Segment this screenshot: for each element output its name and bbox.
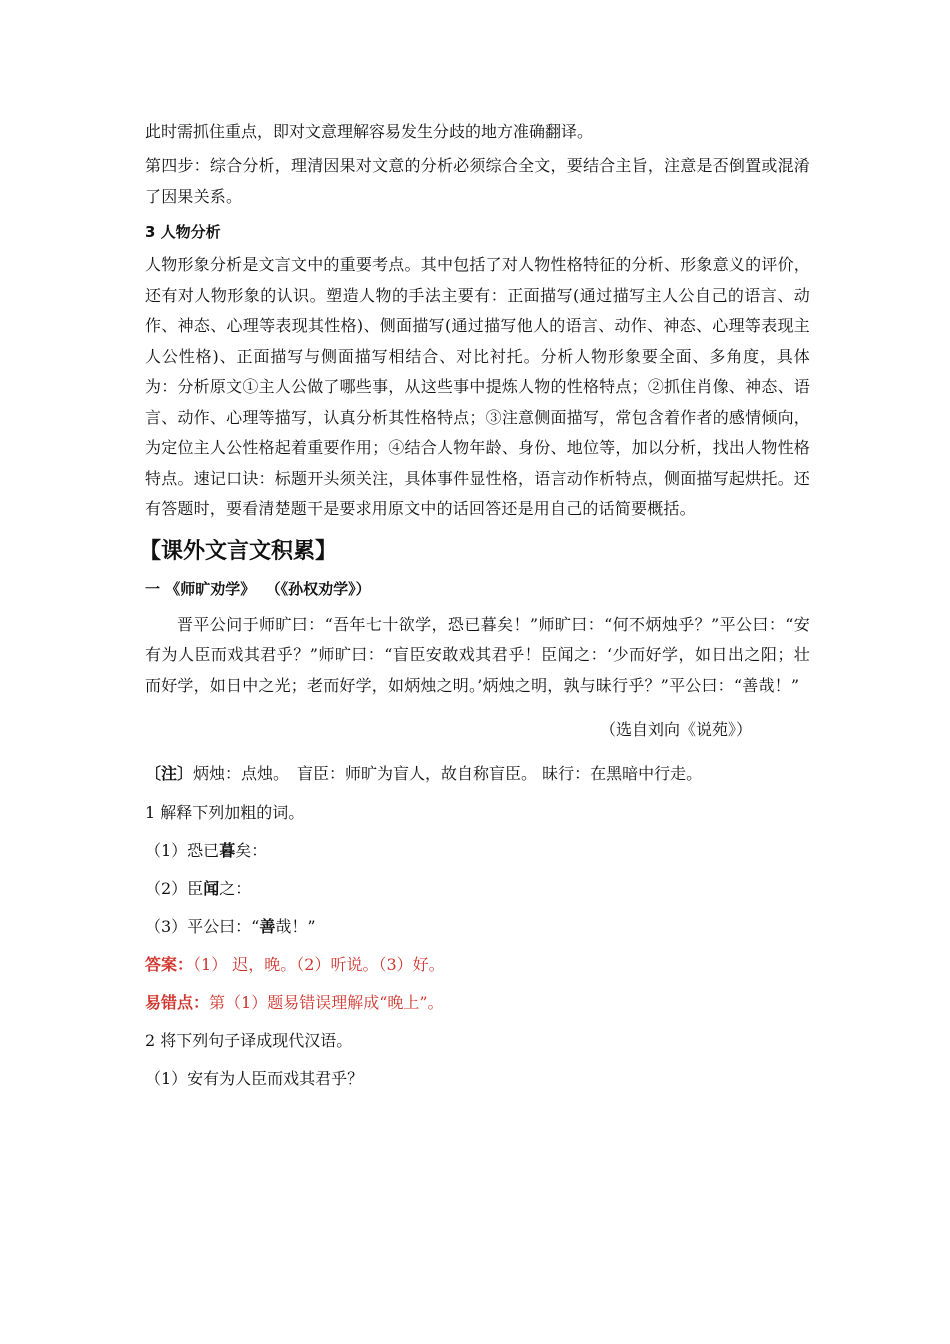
error-label: 易错点： (145, 993, 210, 1012)
question-one-item-1 (145, 837, 810, 864)
answer-text: （1） 迟，晚。（2）听说。（3）好。 (193, 955, 445, 974)
error-text: 第（1）题易错误理解成“晚上”。 (209, 993, 444, 1012)
item-text: 哉！” (275, 917, 316, 936)
item-text: （2）臣 (145, 879, 204, 898)
note-text: 炳烛：点烛。 盲臣：师旷为盲人，故自称盲臣。 昧行：在黑暗中行走。 (193, 764, 703, 783)
bold-word: 善 (259, 917, 276, 936)
intro-line: 此时需抓住重点，即对文意理解容易发生分歧的地方准确翻译。 (145, 122, 594, 141)
bold-word: 闻 (203, 879, 220, 898)
item-text: 之： (219, 879, 252, 898)
passage-source: （选自刘向《说苑》） (599, 720, 752, 739)
bold-word: 暮 (219, 841, 236, 860)
character-analysis-heading: 3 人物分析 (145, 223, 221, 241)
document-page (139, 118, 810, 1092)
question-two-prompt: 2 将下列句子译成现代汉语。 (145, 1031, 353, 1050)
question-one-prompt: 1 解释下列加粗的词。 (145, 803, 305, 822)
step-four-paragraph: 第四步：综合分析，理清因果对文意的分析必须综合全文，要结合主旨，注意是否倒置或混淆了因果关系。 (145, 156, 810, 206)
note-label: 〔注〕 (145, 764, 194, 783)
common-error-line (145, 989, 810, 1016)
passage-note (145, 760, 810, 787)
item-text: 矣： (235, 841, 268, 860)
item-text: （1）恐已 (145, 841, 220, 860)
question-one-item-2 (145, 875, 810, 902)
passage-title: 一 《师旷劝学》 （《孙权劝学》） (145, 579, 371, 598)
item-text: （3）平公曰：“ (145, 917, 260, 936)
extracurricular-section-title: 【课外文言文积累】 (139, 538, 338, 564)
question-one-item-3 (145, 913, 810, 940)
question-two-item-1: （1）安有为人臣而戏其君乎？ (145, 1069, 364, 1088)
answer-label: 答案： (145, 955, 194, 974)
passage-text: 晋平公问于师旷曰：“吾年七十欲学，恐已暮矣！”师旷曰：“何不炳烛乎？”平公曰：“安有为人臣而戏其君乎？”师旷曰：“盲臣安敢戏其君乎！臣闻之：‘少而好学，如日出之阳；壮而好学，如日中之光；老而好学，如炳烛之明。’炳烛之明，孰与昧行乎？”平公曰：“善哉！” (145, 614, 810, 695)
answer-line (145, 951, 810, 978)
character-analysis-paragraph: 人物形象分析是文言文中的重要考点。其中包括了对人物性格特征的分析、形象意义的评价，还有对人物形象的认识。塑造人物的手法主要有：正面描写(通过描写主人公自己的语言、动作、神态、心理等表现其性格)、侧面描写(通过描写他人的语言、动作、神态、心理等表现主人公性格)、正面描写与侧面描写相结合、对比衬托。分析人物形象要全面、多角度，具体为：分析原文①主人公做了哪些事，从这些事中提炼人物的性格特点；②抓住肖像、神态、语言、动作、心理等描写，认真分析其性格特点；③注意侧面描写，常包含着作者的感情倾向，为定位主人公性格起着重要作用；④结合人物年龄、身份、地位等，加以分析，找出人物性格特点。速记口诀：标题开头须关注，具体事件显性格，语言动作析特点，侧面描写起烘托。还有答题时，要看清楚题干是要求用原文中的话回答还是用自己的话简要概括。 (145, 255, 810, 518)
